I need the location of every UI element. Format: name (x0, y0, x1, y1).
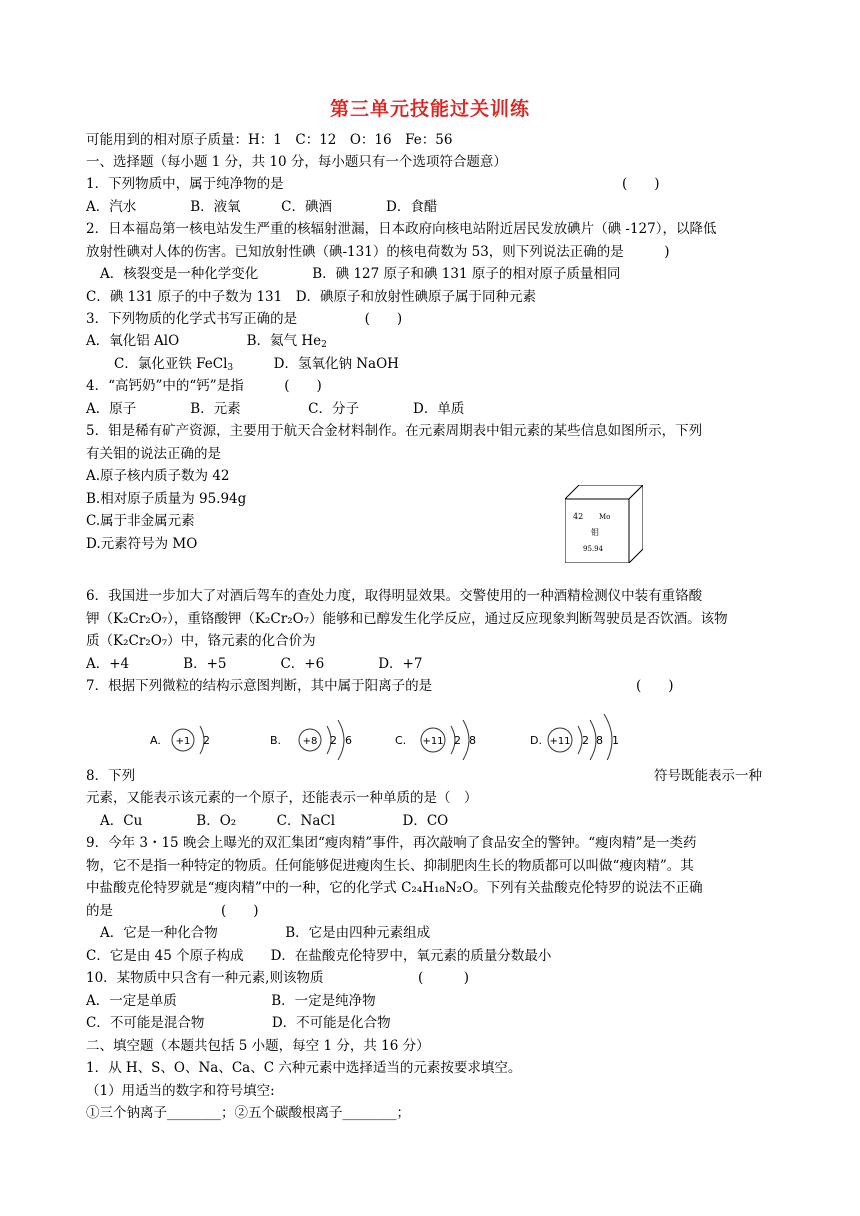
question-5-line-2: 有关钼的说法正确的是 (86, 446, 221, 462)
molybdenum-element-card (565, 485, 643, 563)
section-2-heading: 二、填空题（本题共包括 5 小题，每空 1 分，共 16 分） (86, 1038, 430, 1054)
question-1-options: A．汽水 B．液氧 C．碘酒 D．食醋 (86, 199, 438, 215)
atom-b (270, 720, 352, 760)
question-5-line-1: 5．钼是稀有矿产资源，主要用于航天合金材料制作。在元素周期表中钼元素的某些信息如图所示，下列 (86, 423, 703, 439)
question-7: 7．根据下列微粒的结构示意图判断，其中属于阳离子的是 (86, 678, 433, 694)
question-2-line-2: 放射性碘对人体的伤害。已知放射性碘（碘-131）的核电荷数为 53，则下列说法正确的是 ) (86, 244, 670, 260)
question-5-option-a: A.原子核内质子数为 42 (86, 468, 230, 484)
question-7-paren: ( ) (636, 678, 674, 694)
atom-c (395, 720, 476, 760)
question-5-option-c: C.属于非金属元素 (86, 513, 195, 529)
question-6-line-3: 质（K₂Cr₂O₇）中，铬元素的化合价为 (86, 633, 316, 649)
question-8-options: A．Cu B．O₂ C．NaCl D．CO (100, 813, 449, 829)
question-1-paren: ( ) (622, 176, 660, 192)
question-5-option-d: D.元素符号为 MO (86, 536, 198, 552)
atom-structure-diagrams (140, 700, 700, 760)
svg-text:B.: B. (270, 734, 282, 747)
question-9-options-1: A．它是一种化合物 B．它是由四种元素组成 (100, 925, 431, 941)
question-9-line-3: 中盐酸克伦特罗就是“瘦肉精”中的一种，它的化学式 C₂₄H₁₈N₂O。下列有关盐酸克伦特罗的说法不正确 (86, 880, 703, 896)
question-9-line-1: 9．今年 3・15 晚会上曝光的双汇集团“瘦肉精”事件，再次敲响了食品安全的警钟。“瘦肉精”是一类药 (86, 835, 697, 851)
question-8-start-right: 符号既能表示一种 (654, 768, 762, 784)
fill-question-1-part-1: （1）用适当的数字和符号填空: (86, 1083, 275, 1099)
page-title: 第三单元技能过关训练 (329, 98, 530, 120)
atomic-mass-line: 可能用到的相对原子质量：H：1 C：12 O：16 Fe：56 (86, 132, 453, 148)
question-5-option-b: B.相对原子质量为 95.94g (86, 491, 247, 507)
question-2-line-1: 2．日本福岛第一核电站发生严重的核辐射泄漏，日本政府向核电站附近居民发放碘片（碘 -127），以降低 (86, 221, 717, 237)
section-1-heading: 一、选择题（每小题 1 分，共 10 分，每小题只有一个选项符合题意） (86, 154, 507, 170)
question-4: 4．“高钙奶”中的“钙”是指 ( ) (86, 378, 322, 394)
svg-text:+8: +8 (302, 736, 318, 747)
question-6-line-2: 钾（K₂Cr₂O₇），重铬酸钾（K₂Cr₂O₇）能够和已醇发生化学反应，通过反应现象判断驾驶员是否饮酒。该物 (86, 611, 728, 627)
svg-text:2: 2 (454, 734, 461, 747)
svg-text:2: 2 (330, 734, 337, 747)
svg-text:2: 2 (203, 734, 210, 747)
svg-text:2: 2 (582, 734, 589, 747)
question-6-line-1: 6．我国进一步加大了对酒后驾车的查处力度，取得明显效果。交警使用的一种酒精检测仪中装有重铬酸 (86, 588, 703, 604)
question-2-options-2: C．碘 131 原子的中子数为 131 D．碘原子和放射性碘原子属于同种元素 (86, 289, 537, 305)
question-10-options-2: C．不可能是混合物 D．不可能是化合物 (86, 1015, 391, 1031)
svg-text:8: 8 (469, 734, 476, 747)
svg-text:+1: +1 (175, 736, 191, 747)
question-2-options-1: A．核裂变是一种化学变化 B．碘 127 原子和碘 131 原子的相对原子质量相同 (100, 266, 621, 282)
svg-text:+11: +11 (422, 736, 444, 747)
question-10-options-1: A．一定是单质 B．一定是纯净物 (86, 993, 376, 1009)
question-3: 3．下列物质的化学式书写正确的是 ( ) (86, 311, 403, 327)
question-3-options-1: A．氧化铝 AlO B．氦气 $He_2$ (86, 333, 327, 350)
question-8-line-2: 元素，又能表示该元素的一个原子，还能表示一种单质的是（ ） (86, 790, 478, 806)
fill-question-1: 1．从 H、S、O、Na、Ca、C 六种元素中选择适当的元素按要求填空。 (86, 1060, 522, 1076)
question-4-options: A．原子 B．元素 C．分子 D．单质 (86, 401, 465, 417)
svg-text:D.: D. (530, 734, 542, 747)
element-mass: 95.94 (583, 545, 604, 553)
svg-text:6: 6 (345, 734, 352, 747)
atom-d (530, 714, 619, 760)
element-symbol: Mo (599, 513, 611, 521)
question-9-line-2: 物，它不是指一种特定的物质。任何能够促进瘦肉生长、抑制肥肉生长的物质都可以叫做“瘦肉精”。其 (86, 858, 694, 874)
question-9-line-4: 的是 ( ) (86, 903, 259, 919)
svg-text:8: 8 (596, 734, 603, 747)
question-8-start: 8．下列 (86, 768, 136, 784)
element-name: 钼 (591, 528, 599, 537)
svg-text:+11: +11 (549, 736, 571, 747)
svg-text:1: 1 (612, 734, 619, 747)
question-10: 10．某物质中只含有一种元素,则该物质 ( ) (86, 970, 470, 986)
fill-question-1-blanks: ①三个钠离子________；②五个碳酸根离子________； (86, 1105, 410, 1121)
question-6-options: A．+4 B．+5 C．+6 D．+7 (86, 656, 423, 672)
svg-text:C.: C. (395, 734, 407, 747)
element-number: 42 (573, 512, 584, 521)
question-9-options-2: C．它是由 45 个原子构成 D．在盐酸克伦特罗中，氧元素的质量分数最小 (86, 948, 552, 964)
question-1: 1．下列物质中，属于纯净物的是 (86, 176, 284, 192)
question-3-options-2: C．氯化亚铁 FeCl$_3$ D．氢氧化钠 NaOH (114, 356, 399, 373)
atom-a (150, 726, 210, 754)
svg-text:A.: A. (150, 734, 161, 747)
